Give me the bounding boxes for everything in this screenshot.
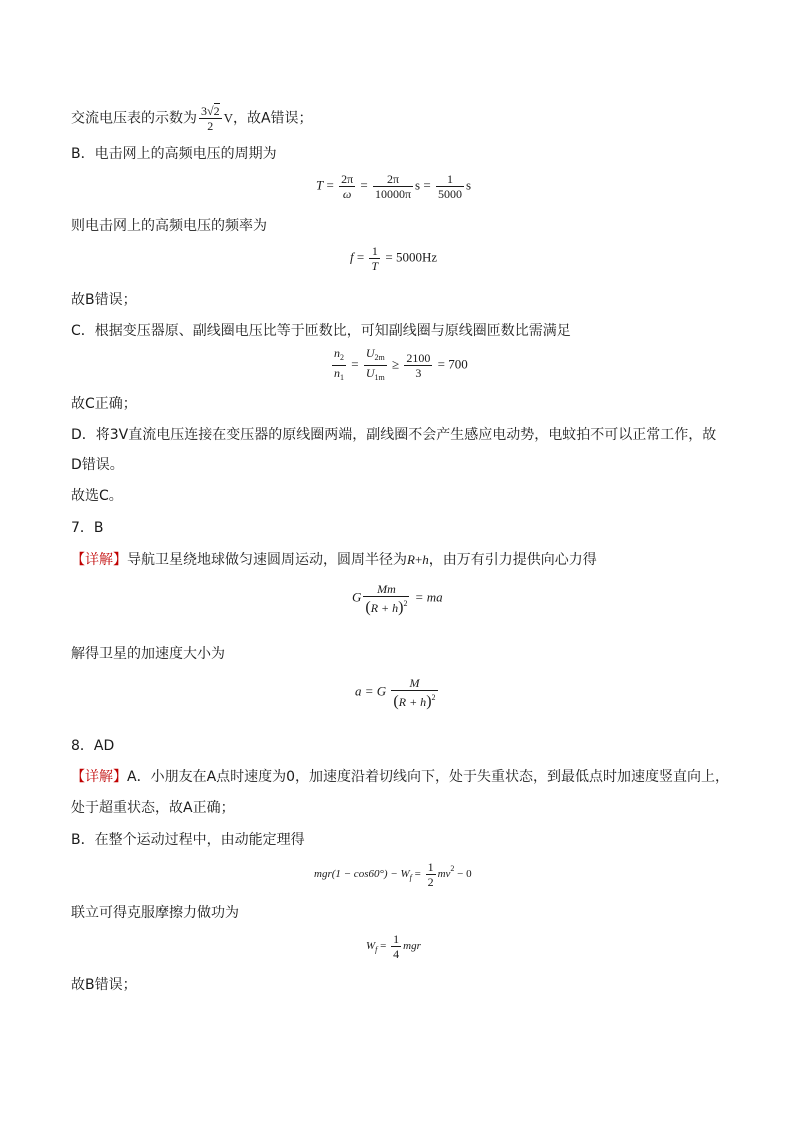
line-q8-work-intro: 联立可得克服摩擦力做功为 xyxy=(71,905,239,921)
equation-frequency xyxy=(350,244,437,273)
den: 3 xyxy=(415,366,422,380)
op: = xyxy=(351,356,359,372)
den: 4 xyxy=(393,947,400,961)
num: M xyxy=(391,676,437,691)
subscript: 2m xyxy=(374,353,385,362)
den: R + h xyxy=(398,695,427,709)
paren: ( xyxy=(393,693,399,710)
line-d-1: D．将3V直流电压连接在变压器的原线圈两端，副线圈不会产生感应电动势，电蚊拍不可以正常工作，故 xyxy=(71,427,717,443)
var: U xyxy=(365,366,375,380)
fraction xyxy=(436,172,464,201)
num-coef: 3 xyxy=(201,104,207,118)
q8-detail-1 xyxy=(71,767,729,787)
equation-period xyxy=(316,172,471,201)
result: − 0 xyxy=(457,868,472,881)
var: U xyxy=(365,346,375,360)
num: 1 xyxy=(427,860,434,874)
rhs: mv xyxy=(437,868,451,881)
equation-energy xyxy=(314,860,472,889)
fraction xyxy=(363,582,409,615)
op: = xyxy=(423,177,431,193)
fraction xyxy=(364,346,387,385)
op: = xyxy=(326,177,334,193)
var: n xyxy=(334,346,340,360)
op: = xyxy=(380,940,387,953)
q7-detail xyxy=(71,550,597,570)
den: ω xyxy=(342,187,352,201)
fraction xyxy=(426,860,436,889)
var: W xyxy=(366,940,376,953)
den: 2 xyxy=(207,119,214,133)
line-b-conclusion: 故B错误； xyxy=(71,292,137,308)
line-choice: 故选C。 xyxy=(71,488,123,504)
text: ，故A错误； xyxy=(232,110,313,127)
den: 5000 xyxy=(437,187,462,201)
num: 1 xyxy=(436,172,464,187)
fraction xyxy=(332,346,346,385)
op: + xyxy=(414,552,423,567)
equation-work xyxy=(366,932,421,961)
subscript: 1m xyxy=(374,373,385,382)
subscript: 2 xyxy=(340,353,344,362)
op: = xyxy=(414,868,421,881)
equation-acceleration xyxy=(355,676,440,709)
equation-ratio xyxy=(330,346,468,385)
power: 2 xyxy=(450,864,455,874)
subscript: f xyxy=(409,873,412,883)
line-a xyxy=(71,104,313,133)
num: 2100 xyxy=(406,351,431,365)
den: T xyxy=(371,259,379,273)
lhs: mgr(1 − cos60°) − W xyxy=(314,868,410,881)
line-c-conclusion: 故C正确； xyxy=(71,396,137,412)
subscript: f xyxy=(375,945,378,955)
den: 2 xyxy=(427,875,434,889)
equation-gravity xyxy=(352,582,443,615)
fraction: $\frac{3√2}{2}$ xyxy=(201,104,220,133)
text: ，由万有引力提供向心力得 xyxy=(428,552,597,568)
fraction xyxy=(391,932,401,961)
unit: s xyxy=(465,177,472,193)
var: G xyxy=(352,589,362,605)
line-q7-accel: 解得卫星的加速度大小为 xyxy=(71,646,225,662)
num-radicand: 2 xyxy=(213,104,220,118)
var: R xyxy=(407,552,415,567)
line-b-intro: B．电击网上的高频电压的周期为 xyxy=(71,146,277,162)
var: T xyxy=(316,177,324,193)
op: = xyxy=(360,177,368,193)
fraction xyxy=(404,351,432,380)
line-q8-b-intro: B．在整个运动过程中，由动能定理得 xyxy=(71,832,305,848)
op: ≥ xyxy=(392,356,400,372)
num: 1 xyxy=(369,244,380,259)
detail-tag: 【详解】 xyxy=(71,552,127,568)
op: = xyxy=(356,249,365,265)
var: h xyxy=(422,552,429,567)
var: n xyxy=(334,366,340,380)
result: = 700 xyxy=(437,356,468,372)
text: 导航卫星绕地球做匀速圆周运动，圆周半径为 xyxy=(127,552,407,568)
result: = 5000Hz xyxy=(385,249,438,265)
unit: s xyxy=(415,177,421,193)
result: = ma xyxy=(414,589,443,605)
paren: ) xyxy=(398,599,404,616)
den: 10000π xyxy=(374,187,412,201)
fraction xyxy=(391,676,437,709)
var: f xyxy=(350,249,354,265)
paren: ) xyxy=(426,693,432,710)
line-q8-conclusion: 故B错误； xyxy=(71,977,137,993)
power: 2 xyxy=(431,693,436,702)
den: R + h xyxy=(370,601,399,615)
power: 2 xyxy=(403,599,408,608)
text: A．小朋友在A点时速度为0，加速度沿着切线向下，处于失重状态，到最低点时加速度竖直向上， xyxy=(127,769,730,785)
num: 2π xyxy=(373,172,413,187)
num: Mm xyxy=(363,582,409,597)
fraction xyxy=(339,172,355,201)
fraction xyxy=(369,244,380,273)
subscript: 1 xyxy=(340,373,344,382)
num: 1 xyxy=(393,932,400,946)
lhs: a = G xyxy=(355,683,387,699)
detail-tag: 【详解】 xyxy=(71,769,127,785)
q7-answer: 7．B xyxy=(71,520,104,536)
line-c-intro: C．根据变压器原、副线圈电压比等于匝数比，可知副线圈与原线圈匝数比需满足 xyxy=(71,323,571,339)
paren: ( xyxy=(365,599,371,616)
fraction xyxy=(373,172,413,201)
q8-answer: 8．AD xyxy=(71,738,115,754)
line-d-2: D错误。 xyxy=(71,457,124,473)
text: 交流电压表的示数为 xyxy=(71,110,197,127)
unit: V xyxy=(223,110,233,126)
line-b-freq: 则电击网上的高频电压的频率为 xyxy=(71,218,267,234)
q8-detail-2: 处于超重状态，故A正确； xyxy=(71,800,235,816)
rhs: mgr xyxy=(403,940,421,953)
num: 2π xyxy=(341,172,354,186)
